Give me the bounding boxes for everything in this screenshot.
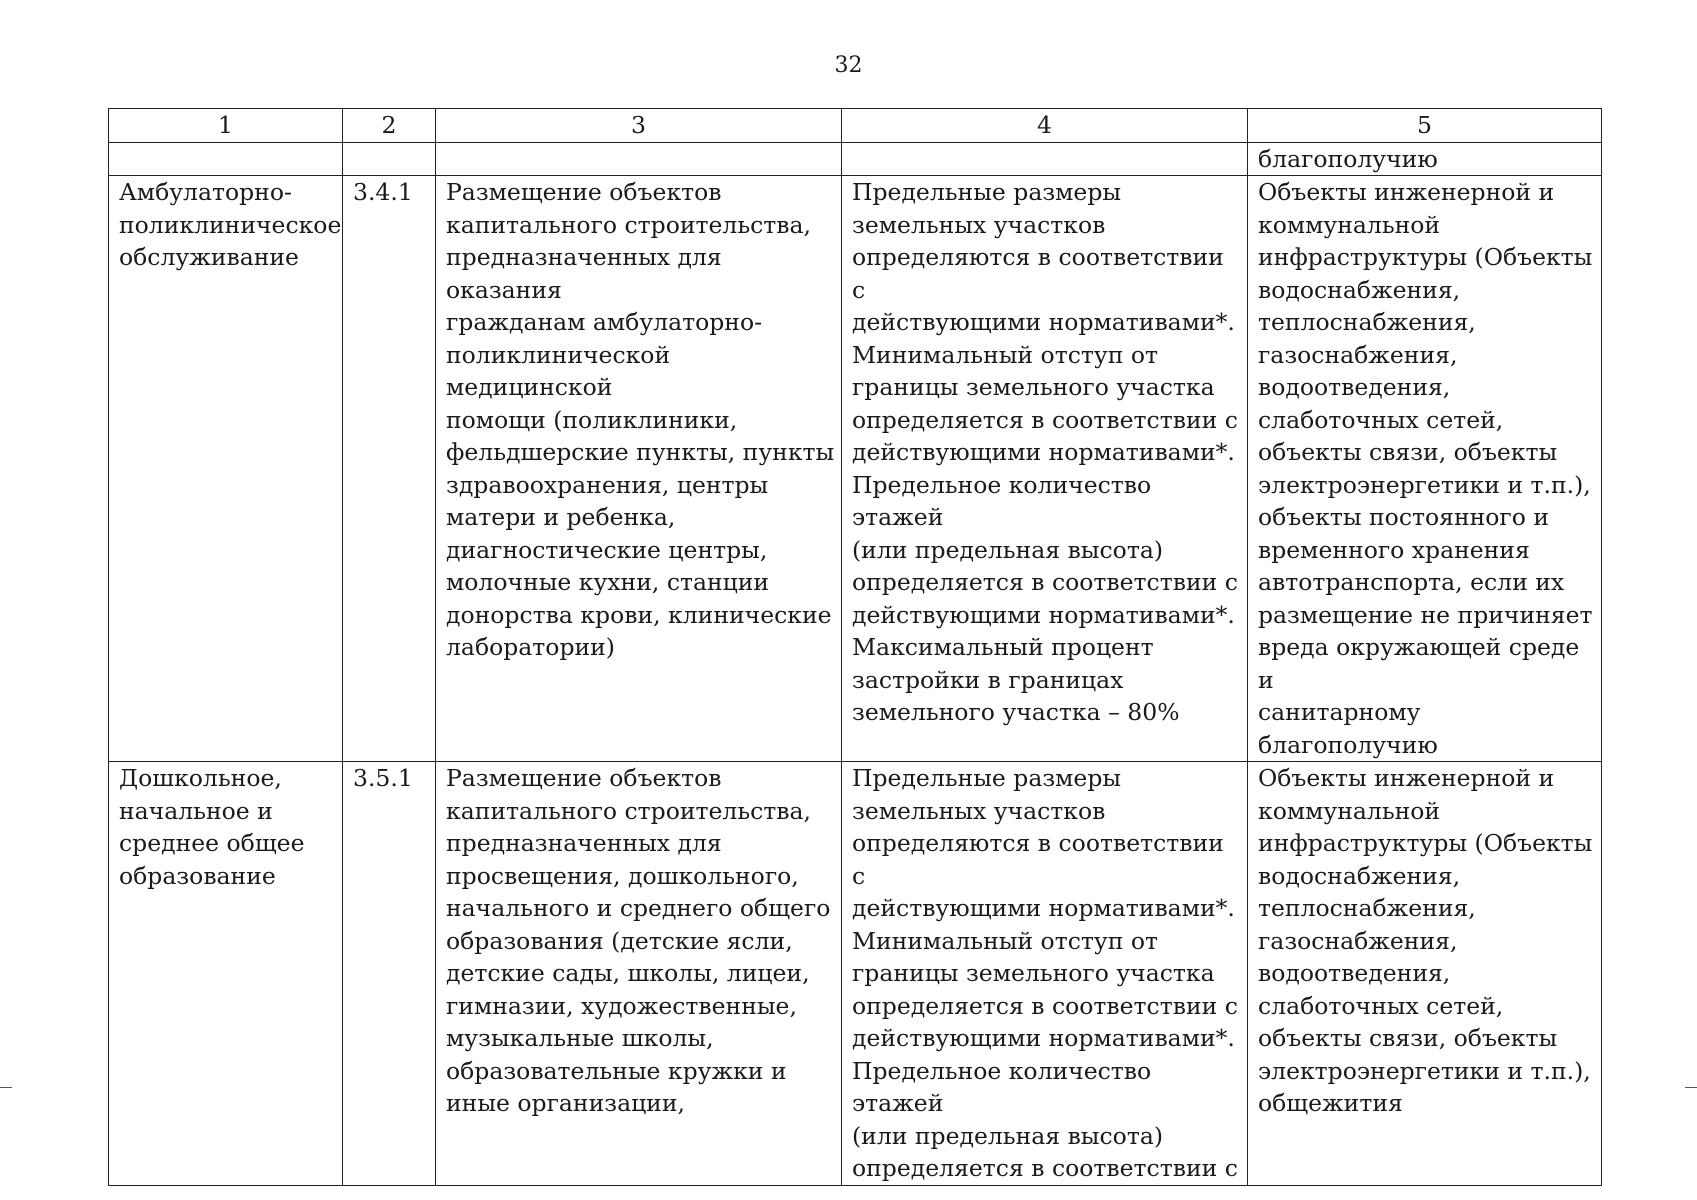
column-header-2: 2: [343, 109, 436, 143]
use-type-code: 3.4.1: [343, 176, 436, 762]
zoning-table: [108, 108, 1602, 1186]
use-type-description: Размещение объектов капитального строительства, предназначенных для просвещения, дошкольного, начального и среднего общего образования (детские ясли, детские сады, школы, лицеи, гимназии, художественные, музыкальные школы, образовательные кружки и иные организации,: [436, 762, 842, 1186]
column-header-1: 1: [109, 109, 343, 143]
use-type-description: Размещение объектов капитального строительства, предназначенных для оказания гражданам амбулаторно- поликлинической медицинской помощи (поликлиники, фельдшерские пункты, пункты здравоохранения, центры матери и ребенка, диагностические центры, молочные кухни, станции донорства крови, клинические лаборатории): [436, 176, 842, 762]
column-header-3: 3: [436, 109, 842, 143]
use-type-name: Амбулаторно- поликлиническое обслуживание: [109, 176, 343, 762]
continuation-cell-5: благополучию: [1248, 142, 1602, 176]
column-header-4: 4: [842, 109, 1248, 143]
continuation-cell-3: [436, 142, 842, 176]
use-type-parameters: Предельные размеры земельных участков определяются в соответствии с действующими нормативами*. Минимальный отступ от границы земельного участка определяется в соответствии с действующими нормативами*. Предельное количество этажей (или предельная высота) определяется в соответствии с: [842, 762, 1248, 1186]
use-type-parameters: Предельные размеры земельных участков определяются в соответствии с действующими нормативами*. Минимальный отступ от границы земельного участка определяется в соответствии с действующими нормативами*. Предельное количество этажей (или предельная высота) определяется в соответствии с действующими нормативами*. Максимальный процент застройки в границах земельного участка – 80%: [842, 176, 1248, 762]
continuation-row: [109, 142, 1602, 176]
use-type-code: 3.5.1: [343, 762, 436, 1186]
right-scan-edge-mark: [1685, 1087, 1697, 1088]
use-type-name: Дошкольное, начальное и среднее общее образование: [109, 762, 343, 1186]
continuation-cell-1: [109, 142, 343, 176]
left-scan-edge-mark: [0, 1087, 12, 1088]
page-number: 32: [834, 53, 863, 78]
use-type-auxiliary: Объекты инженерной и коммунальной инфраструктуры (Объекты водоснабжения, теплоснабжения, газоснабжения, водоотведения, слаботочных сетей, объекты связи, объекты электроэнергетики и т.п.), общежития: [1248, 762, 1602, 1186]
table-row: [109, 176, 1602, 762]
continuation-cell-4: [842, 142, 1248, 176]
use-type-auxiliary: Объекты инженерной и коммунальной инфраструктуры (Объекты водоснабжения, теплоснабжения, газоснабжения, водоотведения, слаботочных сетей, объекты связи, объекты электроэнергетики и т.п.), объекты постоянного и временного хранения автотранспорта, если их размещение не причиняет вреда окружающей среде и санитарному благополучию: [1248, 176, 1602, 762]
continuation-cell-2: [343, 142, 436, 176]
column-header-5: 5: [1248, 109, 1602, 143]
table-row: [109, 762, 1602, 1186]
header-row: [109, 109, 1602, 143]
